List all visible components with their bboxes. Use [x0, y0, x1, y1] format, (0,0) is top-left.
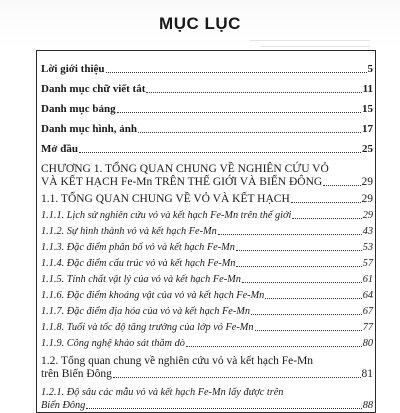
- toc-entry-sub[interactable]: [37, 305, 375, 318]
- toc-entry-page: 15: [362, 103, 373, 115]
- toc-entry-sub[interactable]: [37, 273, 375, 286]
- toc-entry-section-1-2[interactable]: [37, 355, 375, 381]
- toc-entry-page: 53: [362, 242, 373, 253]
- toc-entry-label: Lời giới thiệu: [41, 63, 105, 75]
- toc-entry-front-3[interactable]: [37, 123, 375, 136]
- toc-entry-sub[interactable]: [37, 289, 375, 302]
- toc-entry-page: 64: [362, 290, 373, 301]
- toc-entry-sub-1-2-1[interactable]: [37, 386, 375, 412]
- leader-dots: [146, 92, 361, 93]
- toc-entry-page: 81: [361, 368, 373, 380]
- toc-entry-sub[interactable]: [37, 321, 375, 334]
- toc-entry-sub[interactable]: [37, 241, 375, 254]
- toc-entry-page: 25: [362, 143, 373, 155]
- bleed-through-line: [250, 40, 370, 41]
- toc-entry-page: 43: [362, 226, 373, 237]
- toc-entry-label-line: trên Biển Đông: [41, 368, 112, 380]
- toc-entry-page: 88: [362, 400, 373, 411]
- toc-entry-section-1-1[interactable]: [37, 193, 375, 206]
- toc-entry-label: 1.1. TỔNG QUAN CHUNG VỀ VỎ VÀ KẾT HẠCH: [41, 193, 290, 205]
- leader-dots: [236, 266, 361, 267]
- toc-entry-page: 61: [362, 274, 373, 285]
- toc-entry-label: Danh mục chữ viết tắt: [41, 83, 146, 95]
- toc-entry-front-0[interactable]: [37, 63, 375, 76]
- toc-entry-label: 1.1.3. Đặc điểm phân bố vỏ và kết hạch Fe-Mn: [41, 242, 235, 253]
- leader-dots: [323, 185, 360, 186]
- toc-entry-label: 1.1.6. Đặc điểm khoáng vật của vỏ và kết hạch Fe-Mn: [41, 290, 265, 301]
- leader-dots: [117, 112, 361, 113]
- toc-entry-page: 5: [367, 63, 373, 75]
- toc-entry-page: 77: [362, 322, 373, 333]
- toc-entry-label-line: CHƯƠNG 1. TỔNG QUAN CHUNG VỀ NGHIÊN CỨU VỎ: [41, 163, 329, 175]
- toc-entry-label: 1.1.7. Đặc điểm địa hóa của vỏ và kết hạch Fe-Mn: [41, 306, 251, 317]
- leader-dots: [292, 218, 361, 219]
- leader-dots: [86, 408, 361, 409]
- toc-entry-page: 29: [362, 210, 373, 221]
- bleed-through-line: [260, 46, 370, 47]
- toc-entry-page: 29: [361, 176, 373, 188]
- leader-dots: [106, 72, 367, 73]
- toc-entry-label: Danh mục bảng: [41, 103, 116, 115]
- leader-dots: [79, 152, 361, 153]
- toc-entry-label-line: 1.2.1. Độ sâu các mẫu vỏ và kết hạch Fe-Mn lấy được trên: [41, 387, 284, 398]
- toc-entry-label: 1.1.5. Tính chất vật lý của vỏ và kết hạch Fe-Mn: [41, 274, 241, 285]
- toc-entry-label: 1.1.1. Lịch sử nghiên cứu vỏ và kết hạch Fe-Mn trên thế giới: [41, 210, 292, 221]
- toc-entry-label-line: 1.2. Tổng quan chung về nghiên cứu vỏ và kết hạch Fe-Mn: [41, 355, 314, 367]
- toc-entry-page: 17: [362, 123, 373, 135]
- toc-entry-page: 29: [361, 193, 373, 205]
- table-of-contents: [36, 50, 376, 413]
- leader-dots: [251, 314, 362, 315]
- leader-dots: [138, 132, 361, 133]
- toc-entry-label: 1.1.4. Đặc điểm cấu trúc vỏ và kết hạch Fe-Mn: [41, 258, 236, 269]
- toc-entry-label: Danh mục hình, ảnh: [41, 123, 137, 135]
- toc-entry-page: 11: [362, 83, 373, 95]
- toc-entry-label-line: Biển Đông: [41, 400, 86, 411]
- leader-dots: [265, 298, 361, 299]
- toc-entry-sub[interactable]: [37, 257, 375, 270]
- toc-entry-sub[interactable]: [37, 337, 375, 350]
- toc-entry-front-4[interactable]: [37, 143, 375, 156]
- toc-entry-page: 57: [362, 258, 373, 269]
- toc-entry-front-2[interactable]: [37, 103, 375, 116]
- toc-entry-label: 1.1.2. Sự hình thành vỏ và kết hạch Fe-Mn: [41, 226, 217, 237]
- toc-entry-chapter-1[interactable]: [37, 163, 375, 189]
- page-title: MỤC LỤC: [159, 14, 241, 33]
- toc-entry-label-line: VÀ KẾT HẠCH Fe-Mn TRÊN THẾ GIỚI VÀ BIỂN ĐÔNG: [41, 176, 323, 188]
- leader-dots: [242, 282, 362, 283]
- leader-dots: [218, 234, 362, 235]
- leader-dots: [113, 377, 361, 378]
- toc-entry-sub[interactable]: [37, 209, 375, 222]
- toc-entry-label: 1.1.8. Tuổi và tốc độ tăng trưởng của lớp vỏ Fe-Mn: [41, 322, 254, 333]
- toc-entry-sub[interactable]: [37, 225, 375, 238]
- leader-dots: [186, 346, 362, 347]
- toc-entry-label: Mở đầu: [41, 143, 78, 155]
- leader-dots: [291, 202, 361, 203]
- leader-dots: [255, 330, 362, 331]
- leader-dots: [236, 250, 362, 251]
- toc-entry-label: 1.1.9. Công nghệ khảo sát thăm dò: [41, 338, 185, 349]
- toc-entry-page: 80: [362, 338, 373, 349]
- toc-entry-front-1[interactable]: [37, 83, 375, 96]
- toc-entry-page: 67: [362, 306, 373, 317]
